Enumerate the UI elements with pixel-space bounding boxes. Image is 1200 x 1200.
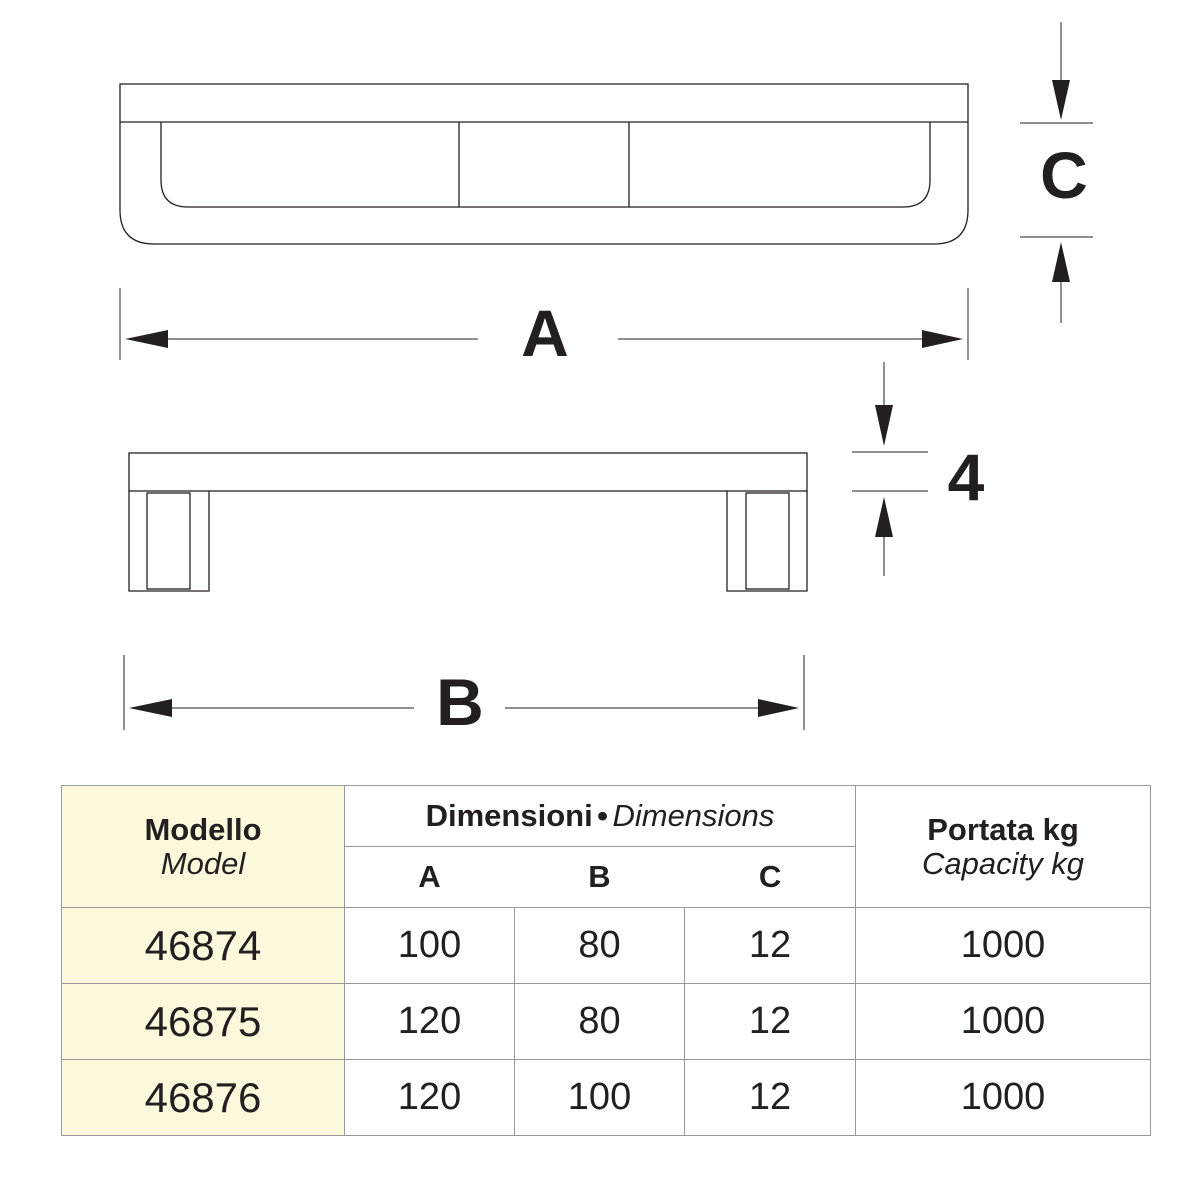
- column-c-header: C: [685, 847, 856, 908]
- a-cell: 100: [345, 908, 515, 984]
- capacity-cell: 1000: [856, 984, 1151, 1060]
- capacity-cell: 1000: [856, 1060, 1151, 1136]
- c-cell: 12: [685, 1060, 856, 1136]
- model-header-it: Modello: [144, 811, 262, 847]
- dimensions-header-bullet: •: [597, 798, 609, 833]
- dimensions-header-cell: [345, 786, 856, 847]
- dimension-4-label: 4: [947, 440, 985, 514]
- model-cell: 46875: [62, 984, 345, 1060]
- table-row: [62, 1060, 1151, 1136]
- column-b-header: B: [515, 847, 685, 908]
- a-cell: 120: [345, 1060, 515, 1136]
- dimension-a-label: A: [521, 296, 569, 370]
- column-a-header: A: [345, 847, 515, 908]
- table-row: [62, 908, 1151, 984]
- table-row: [62, 984, 1151, 1060]
- b-cell: 80: [515, 908, 685, 984]
- dimension-c-label: C: [1040, 138, 1088, 212]
- dimensions-header-en: Dimensions: [612, 798, 775, 833]
- capacity-header-it: Portata kg: [927, 811, 1079, 847]
- capacity-header-en: Capacity kg: [922, 845, 1085, 881]
- dimension-c: [1020, 22, 1093, 323]
- top-view: [120, 84, 968, 244]
- dimension-b-label: B: [436, 665, 484, 739]
- dimension-a: [120, 288, 968, 370]
- capacity-cell: 1000: [856, 908, 1151, 984]
- model-header-cell: [62, 786, 345, 908]
- c-cell: 12: [685, 984, 856, 1060]
- capacity-header-cell: [856, 786, 1151, 908]
- b-cell: 100: [515, 1060, 685, 1136]
- c-cell: 12: [685, 908, 856, 984]
- b-cell: 80: [515, 984, 685, 1060]
- dimension-4: [852, 362, 985, 576]
- dimensions-header-it: Dimensioni: [425, 798, 593, 833]
- model-header-en: Model: [160, 845, 246, 881]
- model-cell: 46876: [62, 1060, 345, 1136]
- side-view: [129, 453, 807, 591]
- specification-table: [61, 785, 1151, 1136]
- model-cell: 46874: [62, 908, 345, 984]
- a-cell: 120: [345, 984, 515, 1060]
- dimension-b: [124, 655, 804, 739]
